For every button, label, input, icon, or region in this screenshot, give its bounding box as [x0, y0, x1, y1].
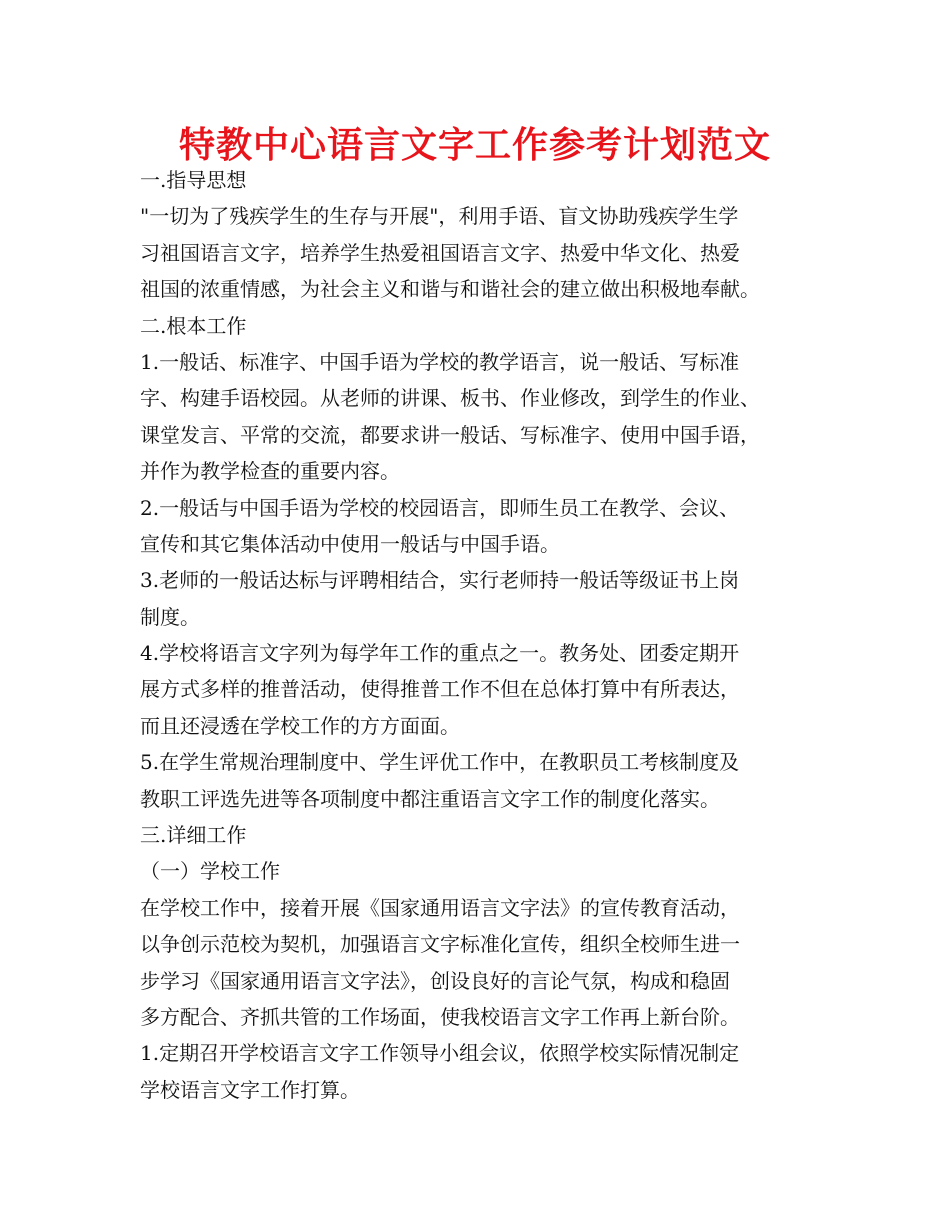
paragraph-line: 以争创示范校为契机，加强语言文字标准化宣传，组织全校师生进一	[140, 932, 740, 957]
paragraph-line: 步学习《国家通用语言文字法》，创设良好的言论气氛，构成和稳固	[140, 968, 730, 993]
subsection-heading-school-work: （一）学校工作	[140, 859, 280, 884]
list-item-line: 而且还浸透在学校工作的方方面面。	[140, 713, 460, 738]
list-item-line: 2.一般话与中国手语为学校的校园语言，即师生员工在教学、会议、	[140, 495, 740, 520]
list-item-line: 5.在学生常规治理制度中、学生评优工作中，在教职员工考核制度及	[140, 750, 740, 775]
list-item-line: 宣传和其它集体活动中使用一般话与中国手语。	[140, 531, 560, 556]
paragraph-line: 祖国的浓重情感，为社会主义和谐与和谐社会的建立做出积极地奉献。	[140, 277, 760, 302]
section-heading-detailed-work: 三.详细工作	[140, 823, 247, 848]
paragraph-line: 多方配合、齐抓共管的工作场面，使我校语言文字工作再上新台阶。	[140, 1004, 740, 1029]
section-heading-basic-work: 二.根本工作	[140, 313, 247, 338]
paragraph-line: 习祖国语言文字，培养学生热爱祖国语言文字、热爱中华文化、热爱	[140, 240, 740, 265]
list-item-line: 课堂发言、平常的交流，都要求讲一般话、写标准字、使用中国手语，	[140, 422, 760, 447]
list-item-line: 教职工评选先进等各项制度中都注重语言文字工作的制度化落实。	[140, 786, 720, 811]
list-item-line: 并作为教学检查的重要内容。	[140, 459, 400, 484]
paragraph-line: 在学校工作中，接着开展《国家通用语言文字法》的宣传教育活动，	[140, 895, 740, 920]
list-item-line: 制度。	[140, 604, 200, 629]
list-item-line: 1.定期召开学校语言文字工作领导小组会议，依照学校实际情况制定	[140, 1041, 740, 1066]
document-title: 特教中心语言文字工作参考计划范文	[178, 125, 771, 166]
list-item-line: 字、构建手语校园。从老师的讲课、板书、作业修改，到学生的作业、	[140, 386, 760, 411]
list-item-line: 3.老师的一般话达标与评聘相结合，实行老师持一般话等级证书上岗	[140, 568, 740, 593]
list-item-line: 学校语言文字工作打算。	[140, 1077, 360, 1102]
document-body	[140, 162, 830, 1108]
list-item-line: 展方式多样的推普活动，使得推普工作不但在总体打算中有所表达，	[140, 677, 740, 702]
paragraph-line: "一切为了残疾学生的生存与开展"，利用手语、盲文协助残疾学生学	[140, 204, 739, 229]
list-item-line: 4.学校将语言文字列为每学年工作的重点之一。教务处、团委定期开	[140, 641, 740, 666]
section-heading-guiding-thought: 一.指导思想	[140, 168, 247, 192]
list-item-line: 1.一般话、标准字、中国手语为学校的教学语言，说一般话、写标准	[140, 349, 740, 374]
